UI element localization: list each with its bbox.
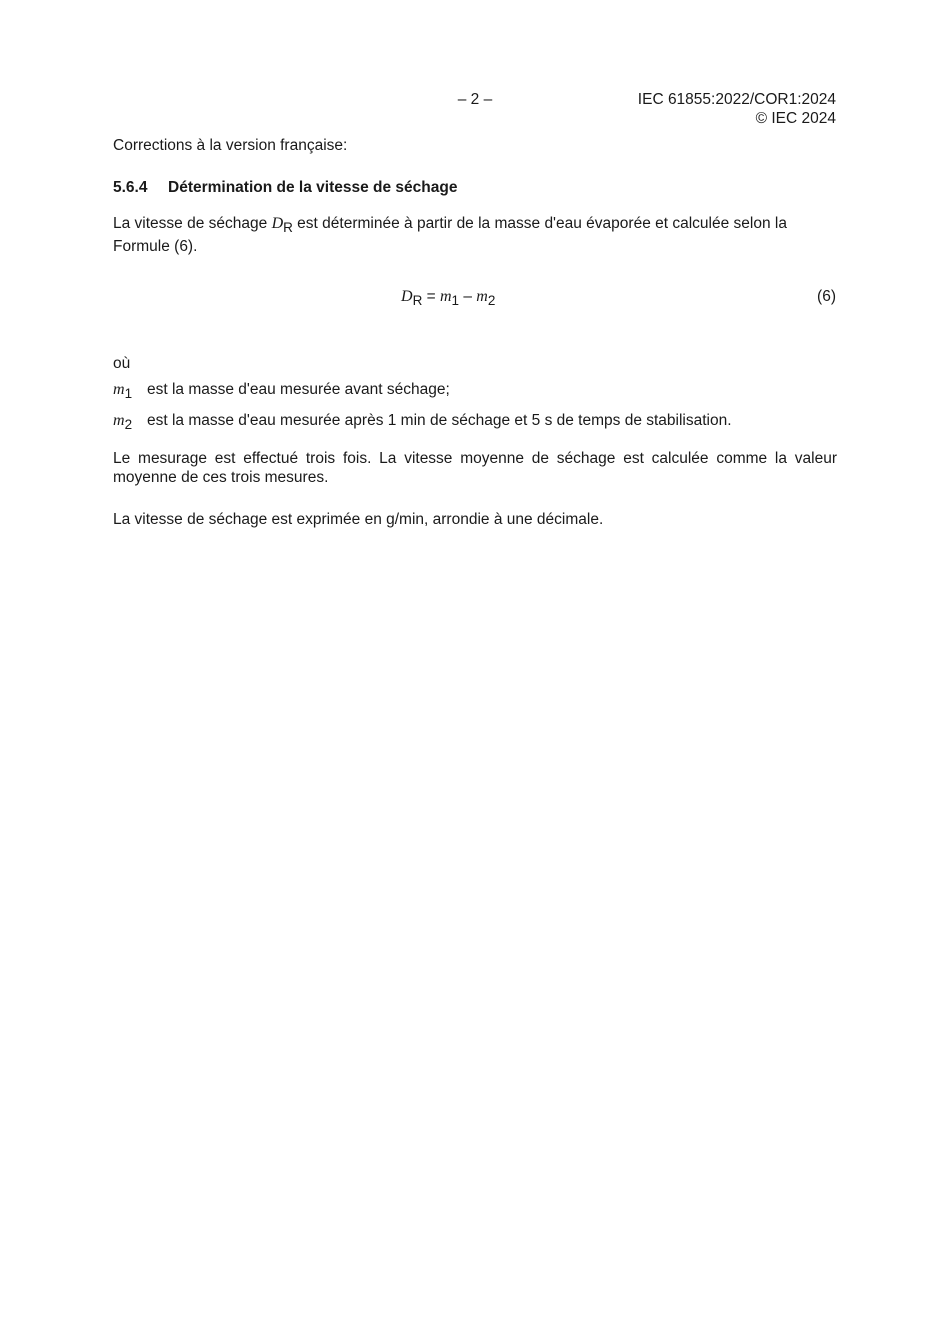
symbol-d: D	[271, 215, 284, 232]
formula-equals: =	[422, 288, 440, 305]
formula-number: (6)	[817, 288, 836, 305]
formula-lhs-subscript: R	[412, 293, 423, 308]
definition-m1	[113, 380, 450, 399]
paragraph-drying-rate	[113, 212, 837, 258]
definition-symbol	[113, 380, 147, 399]
section-title: Détermination de la vitesse de séchage	[168, 179, 458, 196]
formula-m2: m	[476, 288, 488, 305]
symbol-m: m	[113, 412, 125, 429]
document-header	[638, 90, 836, 128]
section-number: 5.6.4	[113, 179, 148, 196]
definition-text: est la masse d'eau mesurée après 1 min de séchage et 5 s de temps de stabilisation.	[147, 412, 732, 429]
paragraph-text: La vitesse de séchage	[113, 215, 272, 232]
document-id: IEC 61855:2022/COR1:2024	[637, 91, 836, 108]
definition-text: est la masse d'eau mesurée avant séchage;	[147, 381, 450, 398]
copyright-notice: © IEC 2024	[755, 110, 836, 127]
paragraph-units: La vitesse de séchage est exprimée en g/min, arrondie à une décimale.	[113, 511, 604, 528]
paragraph-text: est déterminée à partir de la masse d'eau évaporée et calculée selon la Formule (6).	[113, 215, 787, 255]
formula-minus: –	[459, 288, 477, 305]
where-label: où	[113, 355, 131, 372]
symbol-subscript: 1	[124, 386, 133, 401]
definition-symbol	[113, 411, 147, 430]
symbol-subscript: 2	[124, 417, 133, 432]
symbol-dr	[271, 215, 293, 235]
section-heading	[113, 178, 457, 197]
definition-m2	[113, 411, 732, 430]
page-number: – 2 –	[457, 91, 493, 108]
formula-m1-subscript: 1	[451, 293, 460, 308]
formula-m1: m	[439, 288, 452, 305]
corrections-intro: Corrections à la version française:	[113, 137, 348, 154]
symbol-m: m	[113, 381, 125, 398]
formula-lhs: D	[401, 288, 413, 305]
symbol-subscript: R	[283, 220, 293, 235]
formula-6	[401, 287, 495, 306]
formula-m2-subscript: 2	[487, 293, 496, 308]
paragraph-measurement: Le mesurage est effectué trois fois. La vitesse moyenne de séchage est calculée comme la valeur moyenne de ces trois mesures.	[113, 450, 837, 486]
